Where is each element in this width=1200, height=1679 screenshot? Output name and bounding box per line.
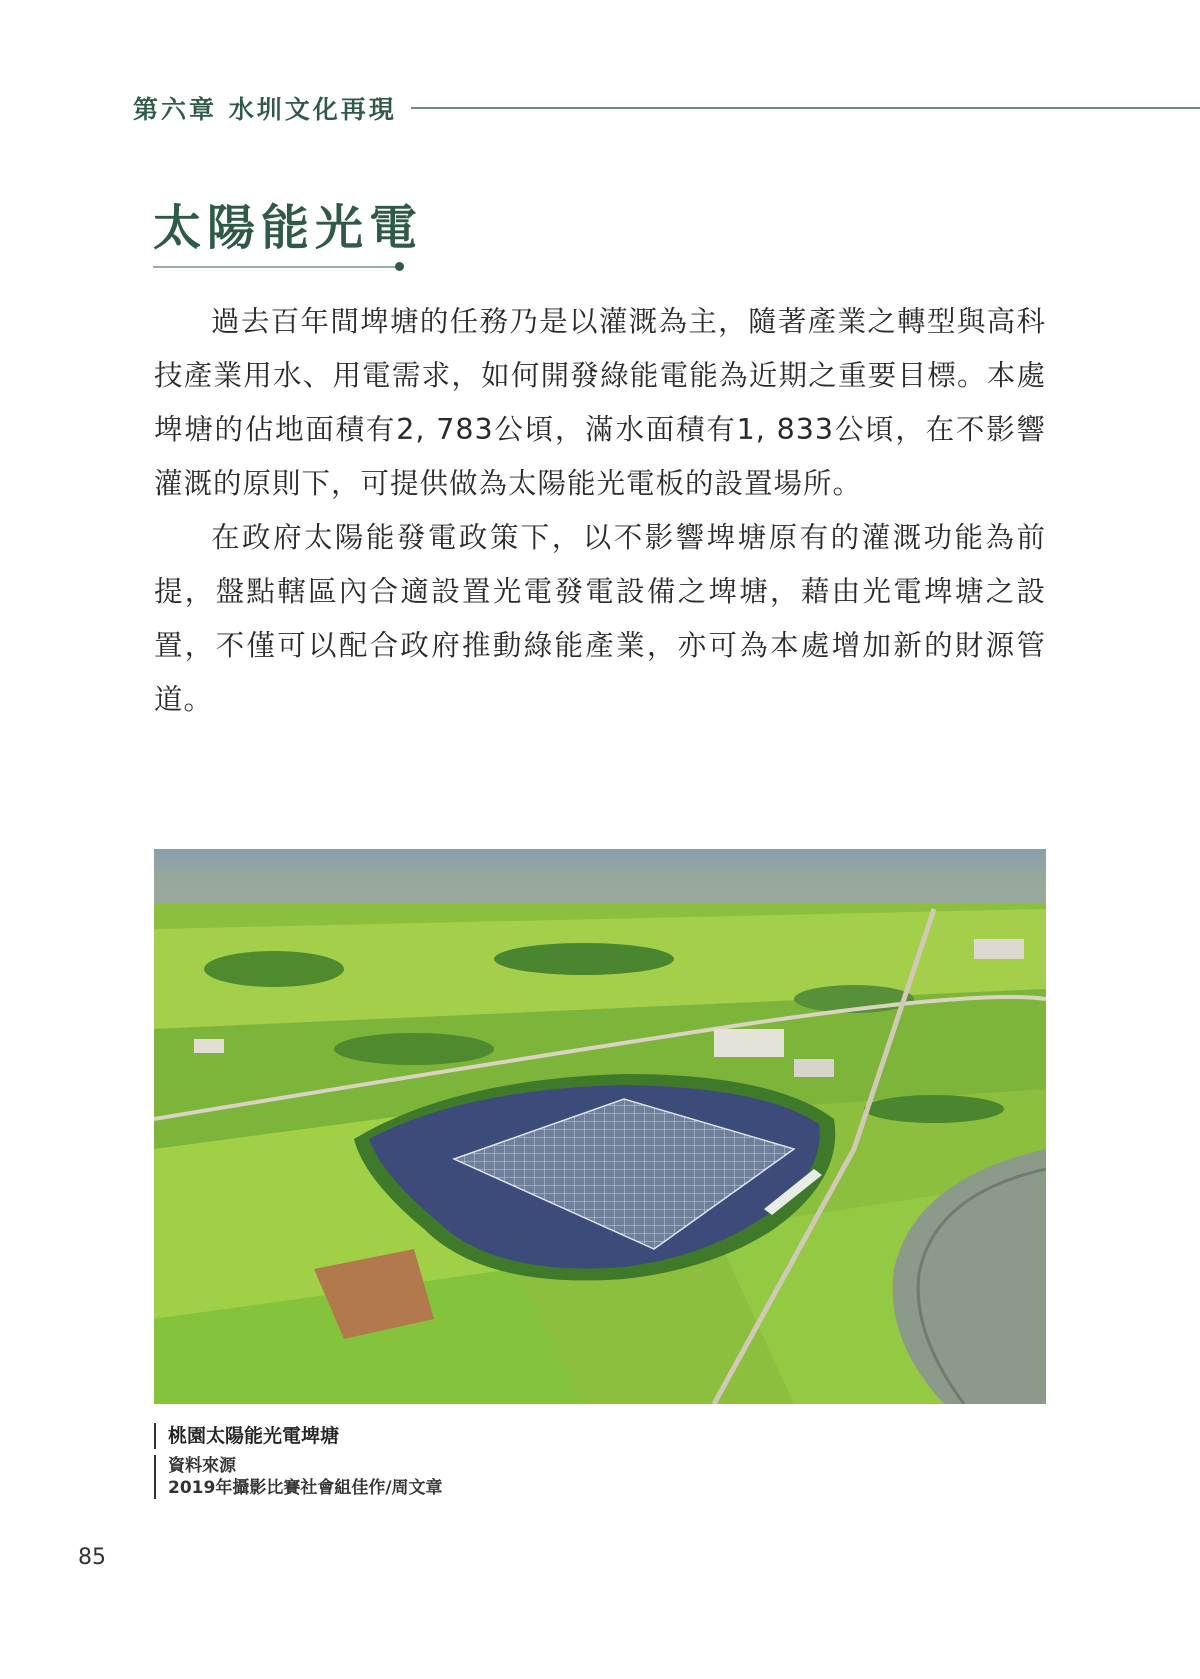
chapter-header: [133, 88, 1200, 128]
chapter-divider: [411, 107, 1200, 109]
page-number: 85: [78, 1545, 106, 1570]
section-underline: [153, 266, 399, 268]
chapter-title: 第六章 水圳文化再現: [133, 95, 397, 124]
paragraph: 過去百年間埤塘的任務乃是以灌溉為主，隨著產業之轉型與高科技產業用水、用電需求，如何開發綠能電能為近期之重要目標。本處埤塘的佔地面積有2, 783公頃，滿水面積有1, 833公頃，在不影響灌溉的原則下，可提供做為太陽能光電板的設置場所。: [154, 305, 1046, 500]
section-heading: [153, 198, 424, 278]
caption-source: [154, 1455, 754, 1499]
aerial-photo-solar-pond: [154, 849, 1046, 1404]
source-label: 資料來源: [168, 1456, 236, 1476]
source-detail: 2019年攝影比賽社會組佳作/周文章: [168, 1478, 443, 1498]
section-title: 太陽能光電: [153, 200, 424, 256]
photo-caption: [154, 1423, 754, 1499]
paragraph: 在政府太陽能發電政策下，以不影響埤塘原有的灌溉功能為前提，盤點轄區內合適設置光電發電設備之埤塘，藉由光電埤塘之設置，不僅可以配合政府推動綠能產業，亦可為本處增加新的財源管道。: [154, 521, 1046, 716]
section-underline-dot: [395, 262, 404, 271]
body-text: [154, 295, 1046, 727]
caption-title: 桃園太陽能光電埤塘: [154, 1423, 754, 1449]
